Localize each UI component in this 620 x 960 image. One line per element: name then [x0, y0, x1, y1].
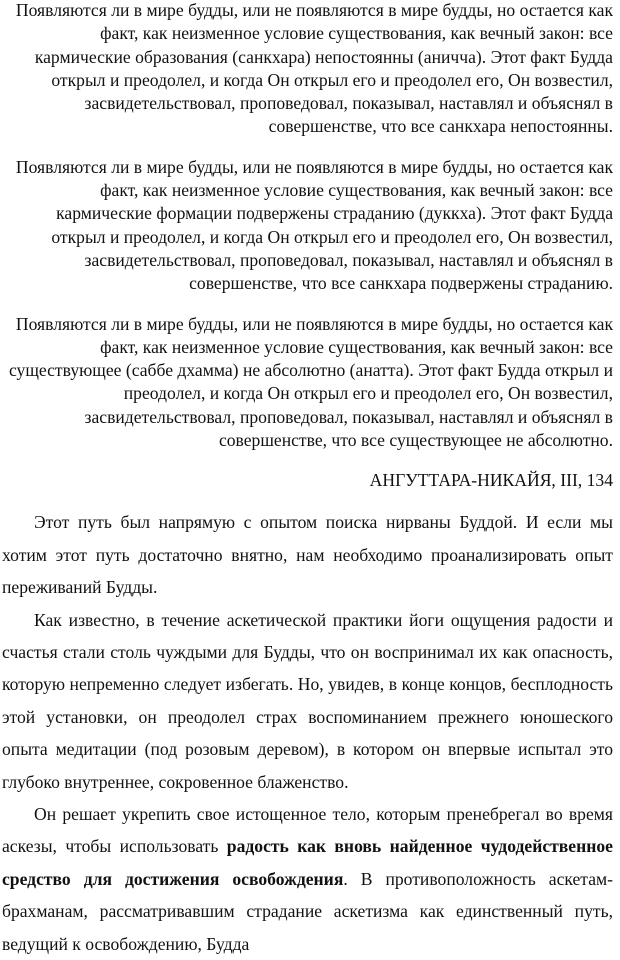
quote-paragraph-1: Появляются ли в мире будды, или не появляются в мире будды, но остается как факт, как неизменное условие существования, как вечный закон: все кармические образования (санкхара) непостоянны (аничча). Этот факт Будда открыл и преодолел, и когда Он открыл его и преодолел его, Он возвестил, засвидетельствовал, проповедовал, показывал, наставлял и объяснял в совершенстве, что все санкхара непостоянны. — [15, 0, 613, 137]
body-paragraph-3-end: . В противоположность аскетам-брахманам, рассматривавшим страдание аскетизма как единственный путь, ведущий к освобождению, Будда — [2, 868, 613, 954]
body-paragraph-3-emphasis: радость как вновь найденное чудодейственное средство для достижения освобождения — [2, 836, 613, 889]
quote-paragraph-2: Появляются ли в мире будды, или не появляются в мире будды, но остается как факт, как неизменное условие существования, как вечный закон: все кармические формации подвержены страданию (дуккха). Этот факт Будда открыл и преодолел, и когда Он открыл его и преодолел его, Он возвестил, засвидетельствовал, проповедовал, показывал, наставлял и объяснял в совершенстве, что все санкхара подвержены страданию. — [15, 156, 613, 294]
body-paragraph-2: Как известно, в течение аскетической практики йоги ощущения радости и счастья стали столь чуждыми для Будды, что он воспринимал их как опасность, которую непременно следует избегать. Но, увидев, в конце концов, бесплодность этой установки, он преодолел страх воспоминанием прежнего юношеского опыта медитации (под розовым деревом), в котором он впервые испытал это глубоко внутреннее, сокровенное блаженство. — [2, 609, 613, 792]
body-paragraph-1: Этот путь был напрямую с опытом поиска нирваны Буддой. И если мы хотим этот путь достаточно внятно, нам необходимо проанализировать опыт переживаний Будды. — [2, 512, 613, 598]
body-paragraph-3-start: Он решает укрепить свое истощенное тело, которым пренебрегал во время аскезы, чтобы использовать — [2, 804, 613, 857]
body-paragraph-3 — [2, 798, 613, 960]
quote-paragraph-3: Появляются ли в мире будды, или не появляются в мире будды, но остается как факт, как неизменное условие существования, как вечный закон: все существующее (саббе дхамма) не абсолютно (анатта). Этот факт Будда открыл и преодолел, и когда Он открыл его и преодолел его, Он возвестил, засвидетельствовал, проповедовал, показывал, наставлял и объяснял в совершенстве, что все существующее не абсолютно. — [8, 313, 613, 451]
quote-source: АНГУТТАРА-НИКАЙЯ, III, 134 — [369, 470, 613, 491]
